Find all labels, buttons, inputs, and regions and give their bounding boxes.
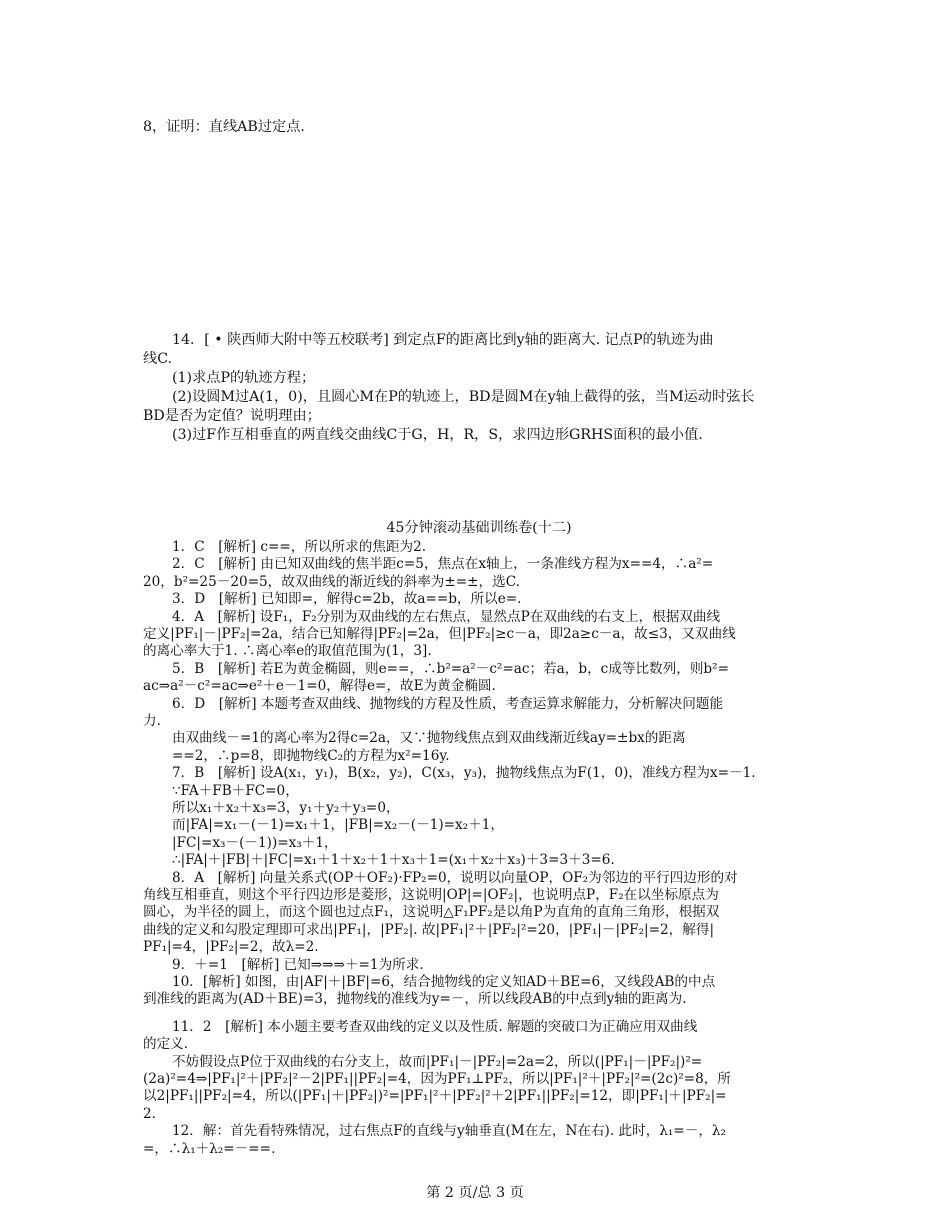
- page-footer: 第 2 页/总 3 页: [426, 1185, 524, 1201]
- answer-line: 不妨假设点P位于双曲线的右分支上，故而|PF₁|－|PF₂|=2a=2，所以(|PF₁|－|PF₂|)²=: [172, 1053, 703, 1070]
- answer-line: 以2|PF₁||PF₂|=4，所以(|PF₁|＋|PF₂|)²=|PF₁|²＋|PF₂|²＋2|PF₁||PF₂|=12，即|PF₁|＋|PF₂|=: [143, 1088, 727, 1105]
- answer-line: ac⇒a²－c²=ac⇒e²＋e－1=0，解得e=，故E为黄金椭圆.: [143, 678, 496, 695]
- answer-line: 9．＋=1 [解析] 已知⇒⇒⇒＋=1为所求.: [172, 956, 424, 973]
- problem-8-line: 8，证明：直线AB过定点.: [143, 119, 305, 135]
- answer-line: 3．D [解析] 已知即=，解得c=2b，故a==b，所以e=.: [172, 591, 522, 608]
- answer-line: 8．A [解析] 向量关系式(OP＋OF₂)·FP₂=0，说明以向量OP，OF₂为邻边的平行四边形的对: [172, 869, 738, 886]
- answer-line: 定义|PF₁|－|PF₂|=2a，结合已知解得|PF₂|=2a，但|PF₂|≥c－a，即2a≥c－a，故≤3，又双曲线: [143, 626, 736, 642]
- answer-line: (2a)²=4⇒|PF₁|²＋|PF₂|²－2|PF₁||PF₂|=4，因为PF₁⊥PF₂，所以|PF₁|²＋|PF₂|²=(2c)²=8，所: [143, 1071, 731, 1087]
- answer-line: 的定义.: [143, 1036, 189, 1053]
- answer-line: |FC|=x₃－(－1))=x₃＋1，: [172, 834, 338, 851]
- answer-line: 7．B [解析] 设A(x₁，y₁)，B(x₂，y₂)，C(x₃，y₃)，抛物线焦点为F(1，0)，准线方程为x=－1.: [172, 765, 756, 782]
- problem-14-line: (3)过F作互相垂直的两直线交曲线C于G，H，R，S，求四边形GRHS面积的最小值.: [172, 427, 703, 443]
- problem-14-line: 线C.: [143, 351, 173, 367]
- problem-14-line: BD是否为定值？说明理由；: [143, 408, 321, 424]
- answer-line: ==2，∴p=8，即抛物线C₂的方程为x²=16y.: [172, 747, 450, 764]
- problem-14-line: (2)设圆M过A(1，0)，且圆心M在P的轨迹上，BD是圆M在y轴上截得的弦，当M运动时弦长: [172, 389, 755, 405]
- problem-14-line: (1)求点P的轨迹方程；: [172, 370, 316, 386]
- answer-line: 1．C [解析] c==，所以所求的焦距为2.: [172, 539, 427, 555]
- answer-line: ∴|FA|＋|FB|＋|FC|=x₁＋1＋x₂＋1＋x₃＋1=(x₁＋x₂＋x₃)＋3=3＋3=6.: [172, 852, 615, 869]
- answer-line: 2.: [143, 1105, 156, 1122]
- answer-line: ∵FA＋FB＋FC=0，: [172, 782, 299, 799]
- answer-line: PF₁|=4，|PF₂|=2，故λ=2.: [143, 939, 319, 956]
- answer-line: 而|FA|=x₁－(－1)=x₁＋1，|FB|=x₂－(－1)=x₂＋1，: [172, 817, 504, 834]
- answer-line: 由双曲线－=1的离心率为2得c=2a，又∵抛物线焦点到双曲线渐近线ay=±bx的距离: [172, 730, 686, 747]
- answer-line: 的离心率大于1. ∴离心率e的取值范围为(1，3].: [143, 643, 432, 660]
- answer-line: 所以x₁＋x₂＋x₃=3，y₁＋y₂＋y₃=0，: [172, 800, 400, 816]
- answer-line: 10．[解析] 如图，由|AF|＋|BF|=6，结合抛物线的定义知AD＋BE=6，又线段AB的中点: [172, 974, 716, 990]
- answers-title: 45分钟滚动基础训练卷(十二): [386, 520, 572, 536]
- answer-line: 4．A [解析] 设F₁，F₂分别为双曲线的左右焦点，显然点P在双曲线的右支上，根据双曲线: [172, 608, 721, 625]
- answer-line: 11．2 [解析] 本小题主要考查双曲线的定义以及性质. 解题的突破口为正确应用双曲线: [172, 1018, 698, 1035]
- answer-line: 2．C [解析] 由已知双曲线的焦半距c=5，焦点在x轴上，一条准线方程为x==4，∴a²=: [172, 556, 714, 573]
- answer-line: 角线互相垂直，则这个平行四边形是菱形，这说明|OP|=|OF₂|，也说明点P，F₂在以坐标原点为: [143, 887, 719, 903]
- answer-line: 力.: [143, 713, 161, 729]
- answer-line: 5．B [解析] 若E为黄金椭圆，则e==，∴b²=a²－c²=ac；若a，b，c成等比数列，则b²=: [172, 660, 729, 677]
- answer-line: 到准线的距离为(AD＋BE)=3，抛物线的准线为y=－，所以线段AB的中点到y轴的距离为.: [143, 991, 687, 1008]
- answer-line: =，∴λ₁＋λ₂=－==.: [143, 1140, 276, 1157]
- answer-line: 12．解：首先看特殊情况，过右焦点F的直线与y轴垂直(M在左，N在右). 此时，λ₁=－，λ₂: [172, 1123, 726, 1140]
- problem-14-line: 14．[ • 陕西师大附中等五校联考] 到定点F的距离比到y轴的距离大. 记点P的轨迹为曲: [172, 332, 714, 348]
- answer-line: 6．D [解析] 本题考查双曲线、抛物线的方程及性质，考查运算求解能力，分析解决问题能: [172, 695, 724, 712]
- answer-line: 曲线的定义和勾股定理即可求出|PF₁|，|PF₂|. 故|PF₁|²＋|PF₂|²=20，|PF₁|－|PF₂|=2，解得|: [143, 921, 715, 938]
- answer-line: 20，b²=25－20=5，故双曲线的渐近线的斜率为±=±，选C.: [143, 573, 520, 590]
- answer-line: 圆心，为半径的圆上，而这个圆也过点F₁，这说明△F₁PF₂是以角P为直角的直角三角形，根据双: [143, 904, 720, 921]
